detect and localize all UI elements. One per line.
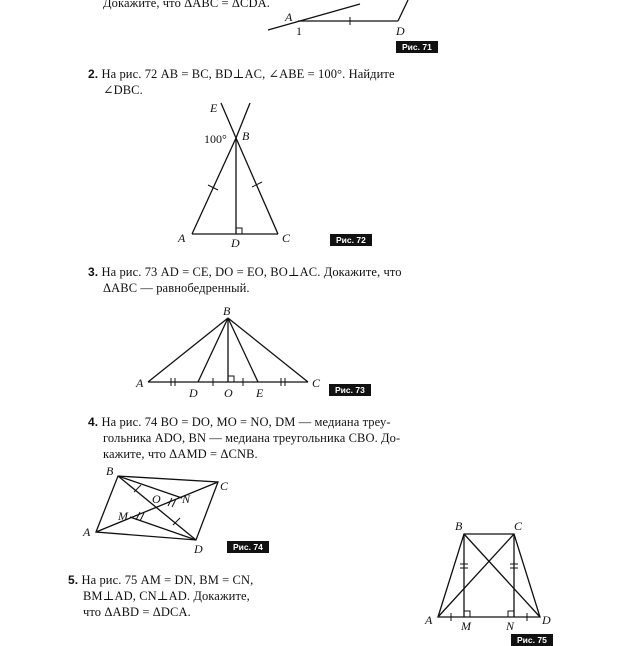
problem5-line3: что ΔABD = ΔDCA. [83,605,191,619]
fig74-label-c: C [220,479,229,493]
fig73-label-b: B [223,304,231,318]
problem5-line1: На рис. 75 AM = DN, BM = CN, [81,573,254,587]
fig73-label-c: C [312,376,321,390]
fig75-right-angle-m [464,611,470,617]
problem2-line1: На рис. 72 AB = BC, BD⊥AC, ∠ABE = 100°. Найдите [101,67,395,81]
problem3-number: 3. [88,265,99,279]
problem1-text-tail: Докажите, что ΔABC = ΔCDA. [103,0,270,10]
fig72-label-b: B [242,129,250,143]
fig73-caption: Рис. 73 [329,384,371,396]
problem3-line2: ΔABC — равнобедренный. [103,281,250,295]
fig71-label-d: D [396,24,405,38]
problem5-line2: BM⊥AD, CN⊥AD. Докажите, [83,589,250,603]
fig72-label-e: E [210,101,218,115]
fig74-label-o: O [152,492,161,506]
problem4-line2: гольника ADO, BN — медиана треугольника CBO. До- [103,431,401,445]
fig72-label-c: C [282,231,291,245]
fig75-label-m: M [461,619,471,633]
fig74-caption: Рис. 74 [227,541,269,553]
fig71-label-a: A [285,10,293,24]
fig74-label-a: A [83,525,91,539]
problem2-line2: ∠DBC. [103,83,143,97]
problem4-line1: На рис. 74 BO = DO, MO = NO, DM — медиана треу- [101,415,391,429]
fig75-label-c: C [514,519,523,533]
problem2-number: 2. [88,67,99,81]
fig75-label-d: D [542,613,551,627]
fig71-label-1: 1 [296,24,302,38]
fig75-trapezoid [438,534,540,617]
fig75-caption: Рис. 75 [511,634,553,646]
fig72-label-a: A [178,231,186,245]
fig72-caption: Рис. 72 [330,234,372,246]
fig73-label-d: D [189,386,198,400]
fig75-label-a: A [425,613,433,627]
problem4-line3: кажите, что ΔAMD = ΔCNB. [103,447,258,461]
fig74-label-n: N [182,492,191,506]
fig73-label-a: A [136,376,144,390]
fig72-label-angle: 100° [204,132,227,146]
fig74-label-b: B [106,464,114,478]
fig73-label-o: O [224,386,233,400]
fig74-label-m: M [118,509,128,523]
fig73-label-e: E [256,386,264,400]
fig75-label-n: N [506,619,515,633]
problem5-number: 5. [68,573,79,587]
fig72-label-d: D [231,236,240,250]
problem3-line1: На рис. 73 AD = CE, DO = EO, BO⊥AC. Докажите, что [101,265,402,279]
problem4-number: 4. [88,415,99,429]
fig75-right-angle-n [508,611,514,617]
fig75-label-b: B [455,519,463,533]
fig74-label-d: D [194,542,203,556]
fig71-caption: Рис. 71 [396,41,438,53]
